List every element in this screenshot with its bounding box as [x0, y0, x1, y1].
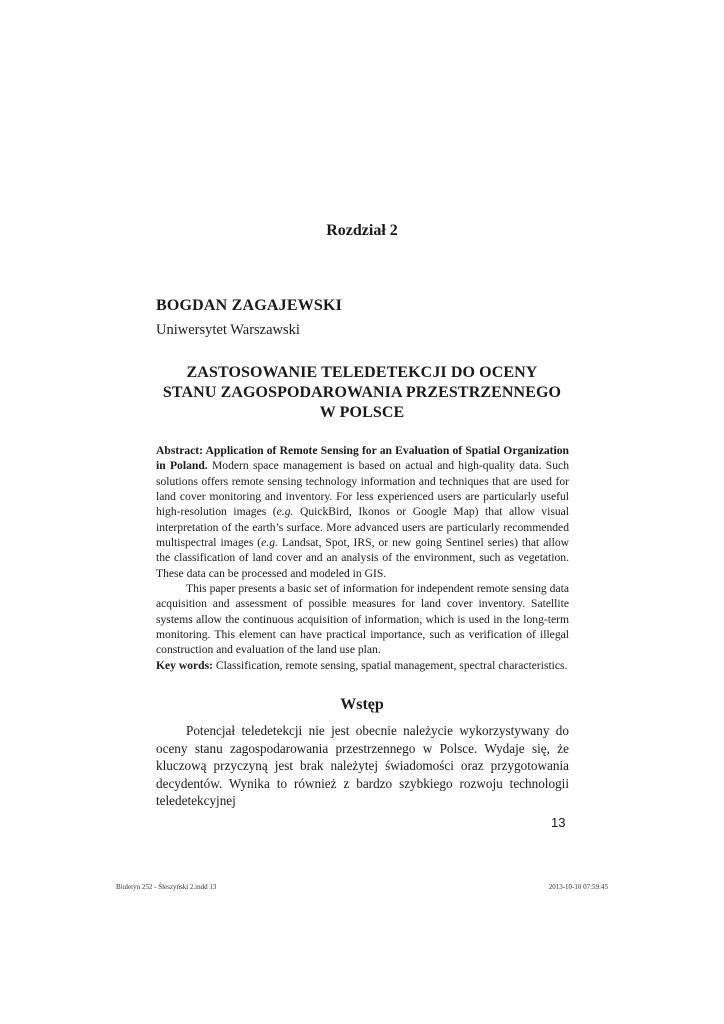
intro-paragraph: Potencjał teledetekcji nie jest obecnie należycie wykorzystywany do oceny stanu zagospodarowania przestrzennego w Polsce. Wydaje się, że kluczową przyczyną jest brak należytej świadomości oraz przygotowania decydentów. Wynika to również z bardzo szybkiego rozwoju technologii teledetekcyjnej	[156, 723, 569, 809]
abstract-paragraph-1	[156, 443, 569, 581]
keywords-label: Key words:	[156, 658, 213, 672]
page-number: 13	[551, 815, 566, 830]
abstract-paragraph-2: This paper presents a basic set of information for independent remote sensing data acquisition and assessment of possible measures for land cover inventory. Satellite systems allow the continuous acquisition of information, which is used in the long-term monitoring. This element can have practical importance, such as verification of illegal construction and evaluation of the land use plan.	[156, 582, 569, 657]
abstract-text-c: Landsat, Spot, IRS, or new going Sentinel series) that allow the classification of land cover and an analysis of the environment, such as vegetation. These data can be processed and modeled in GIS.	[156, 536, 569, 580]
abstract-eg-2: e.g.	[261, 536, 278, 550]
keywords-text: Classification, remote sensing, spatial management, spectral characteristics.	[213, 658, 568, 672]
keywords	[156, 658, 569, 673]
abstract-text-a: Modern space management is based on actual and high-quality data. Such solutions offers remote sensing technology information and techniques that are used for land cover monitoring and inventory. For less experienced users are particularly useful high-resolution images (	[156, 459, 569, 519]
abstract-text-b: QuickBird, Ikonos or Google Map) that allow visual interpretation of the earth’s surface. More advanced users are particularly recommended multispectral images (	[156, 505, 569, 550]
paper-title-line-2: STANU ZAGOSPODAROWANIA PRZESTRZENNEGO	[162, 384, 562, 401]
author-affiliation: Uniwersytet Warszawski	[156, 322, 300, 338]
paper-title-line-3: W POLSCE	[319, 404, 405, 421]
abstract-label: Abstract: Application of Remote Sensing for an Evaluation of Spatial Organization in Poland.	[156, 444, 569, 473]
section-heading: Wstęp	[340, 696, 384, 713]
abstract	[156, 443, 569, 673]
chapter-heading: Rozdział 2	[326, 222, 398, 239]
print-slug-file: Biuletyn 252 - Śleszyński 2.indd 13	[116, 883, 217, 891]
print-slug-timestamp: 2013-10-10 07:59:45	[548, 883, 608, 891]
author-name: BOGDAN ZAGAJEWSKI	[156, 297, 343, 314]
paper-title-line-1: ZASTOSOWANIE TELEDETEKCJI DO OCENY	[186, 364, 538, 381]
abstract-eg-1: e.g.	[276, 505, 294, 519]
paper-title	[150, 363, 574, 423]
